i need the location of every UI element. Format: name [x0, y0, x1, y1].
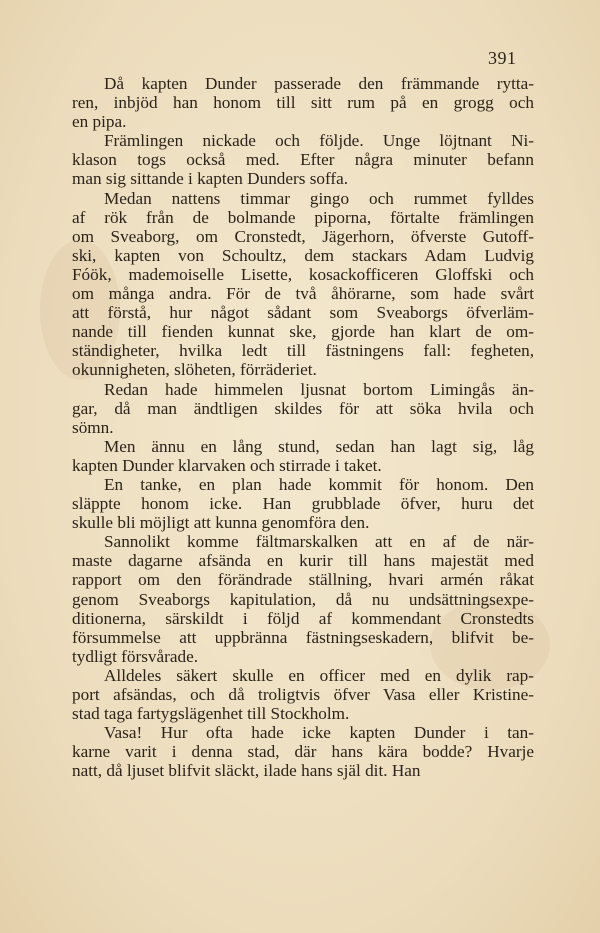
text-line: släppte honom icke. Han grubblade öfver, huru det — [72, 494, 534, 514]
text-line: kapten Dunder klarvaken och stirrade i taket. — [72, 455, 382, 475]
paragraph — [72, 189, 534, 380]
text-line: tydligt försvårade. — [72, 646, 199, 666]
text-line: Främlingen nickade och följde. Unge löjtnant Ni- — [104, 131, 534, 151]
text-line: ständigheter, hvilka ledt till fästningens fall: fegheten, — [72, 341, 534, 361]
paragraph — [72, 74, 534, 131]
paragraph — [72, 475, 534, 532]
text-line: Alldeles säkert skulle en officer med en dylik rap- — [104, 665, 534, 685]
text-line: Men ännu en lång stund, sedan han lagt sig, låg — [104, 436, 534, 456]
text-line: Redan hade himmelen ljusnat bortom Limingås än- — [104, 379, 534, 399]
text-line: natt, då ljuset blifvit släckt, ilade hans själ dit. Han — [72, 761, 421, 781]
paragraph — [72, 532, 534, 666]
text-line: att förstå, hur något sådant som Sveaborgs öfverläm- — [72, 303, 534, 323]
text-line: Vasa! Hur ofta hade icke kapten Dunder i tan- — [104, 723, 534, 743]
text-line: ren, inbjöd han honom till sitt rum på en grogg och — [72, 93, 534, 113]
text-line: af rök från de bolmande piporna, förtalte främlingen — [72, 207, 534, 227]
text-line: ski, kapten von Schoultz, dem stackars Adam Ludvig — [72, 245, 534, 265]
text-line: man sig sittande i kapten Dunders soffa. — [72, 169, 349, 189]
text-line: maste dagarne afsända en kurir till hans majestät med — [72, 551, 534, 571]
text-line: rapport om den förändrade ställning, hvari armén råkat — [72, 570, 534, 590]
text-line: om Sveaborg, om Cronstedt, Jägerhorn, öfverste Gutoff- — [72, 226, 534, 246]
text-line: En tanke, en plan hade kommit för honom. Den — [104, 474, 534, 494]
text-line: klason togs också med. Efter några minuter befann — [72, 150, 534, 170]
paragraph — [72, 380, 534, 437]
text-line: sömn. — [72, 417, 114, 437]
body-text — [72, 74, 534, 780]
text-line: karne varit i denna stad, där hans kära bodde? Hvarje — [72, 742, 534, 762]
text-line: stad taga fartygslägenhet till Stockholm. — [72, 704, 350, 724]
text-line: ditionerna, särskildt i följd af kommendant Cronstedts — [72, 608, 534, 628]
paragraph — [72, 437, 534, 475]
text-line: om många andra. För de två åhörarne, som hade svårt — [72, 284, 534, 304]
page-number: 391 — [488, 48, 517, 68]
paragraph — [72, 723, 534, 780]
text-line: en pipa. — [72, 112, 127, 132]
text-line: Fóök, mademoiselle Lisette, kosackofficeren Gloffski och — [72, 264, 534, 284]
text-line: Medan nattens timmar gingo och rummet fylldes — [104, 188, 534, 208]
text-line: Sannolikt komme fältmarskalken att en af de när- — [104, 532, 534, 552]
text-line: skulle bli möjligt att kunna genomföra den. — [72, 513, 370, 533]
paragraph — [72, 666, 534, 723]
text-line: nande till fienden kunnat ske, gjorde han klart de om- — [72, 322, 534, 342]
text-line: Då kapten Dunder passerade den främmande rytta- — [104, 74, 534, 93]
text-line: försummelse att uppbränna fästningseskadern, blifvit be- — [72, 627, 534, 647]
text-line: genom Sveaborgs kapitulation, då nu undsättningsexpe- — [72, 589, 534, 609]
text-line: okunnigheten, slöheten, förräderiet. — [72, 360, 317, 380]
text-line: port afsändas, och då troligtvis öfver Vasa eller Kristine- — [72, 685, 534, 704]
paragraph — [72, 131, 534, 188]
text-line: gar, då man ändtligen skildes för att söka hvila och — [72, 398, 534, 418]
